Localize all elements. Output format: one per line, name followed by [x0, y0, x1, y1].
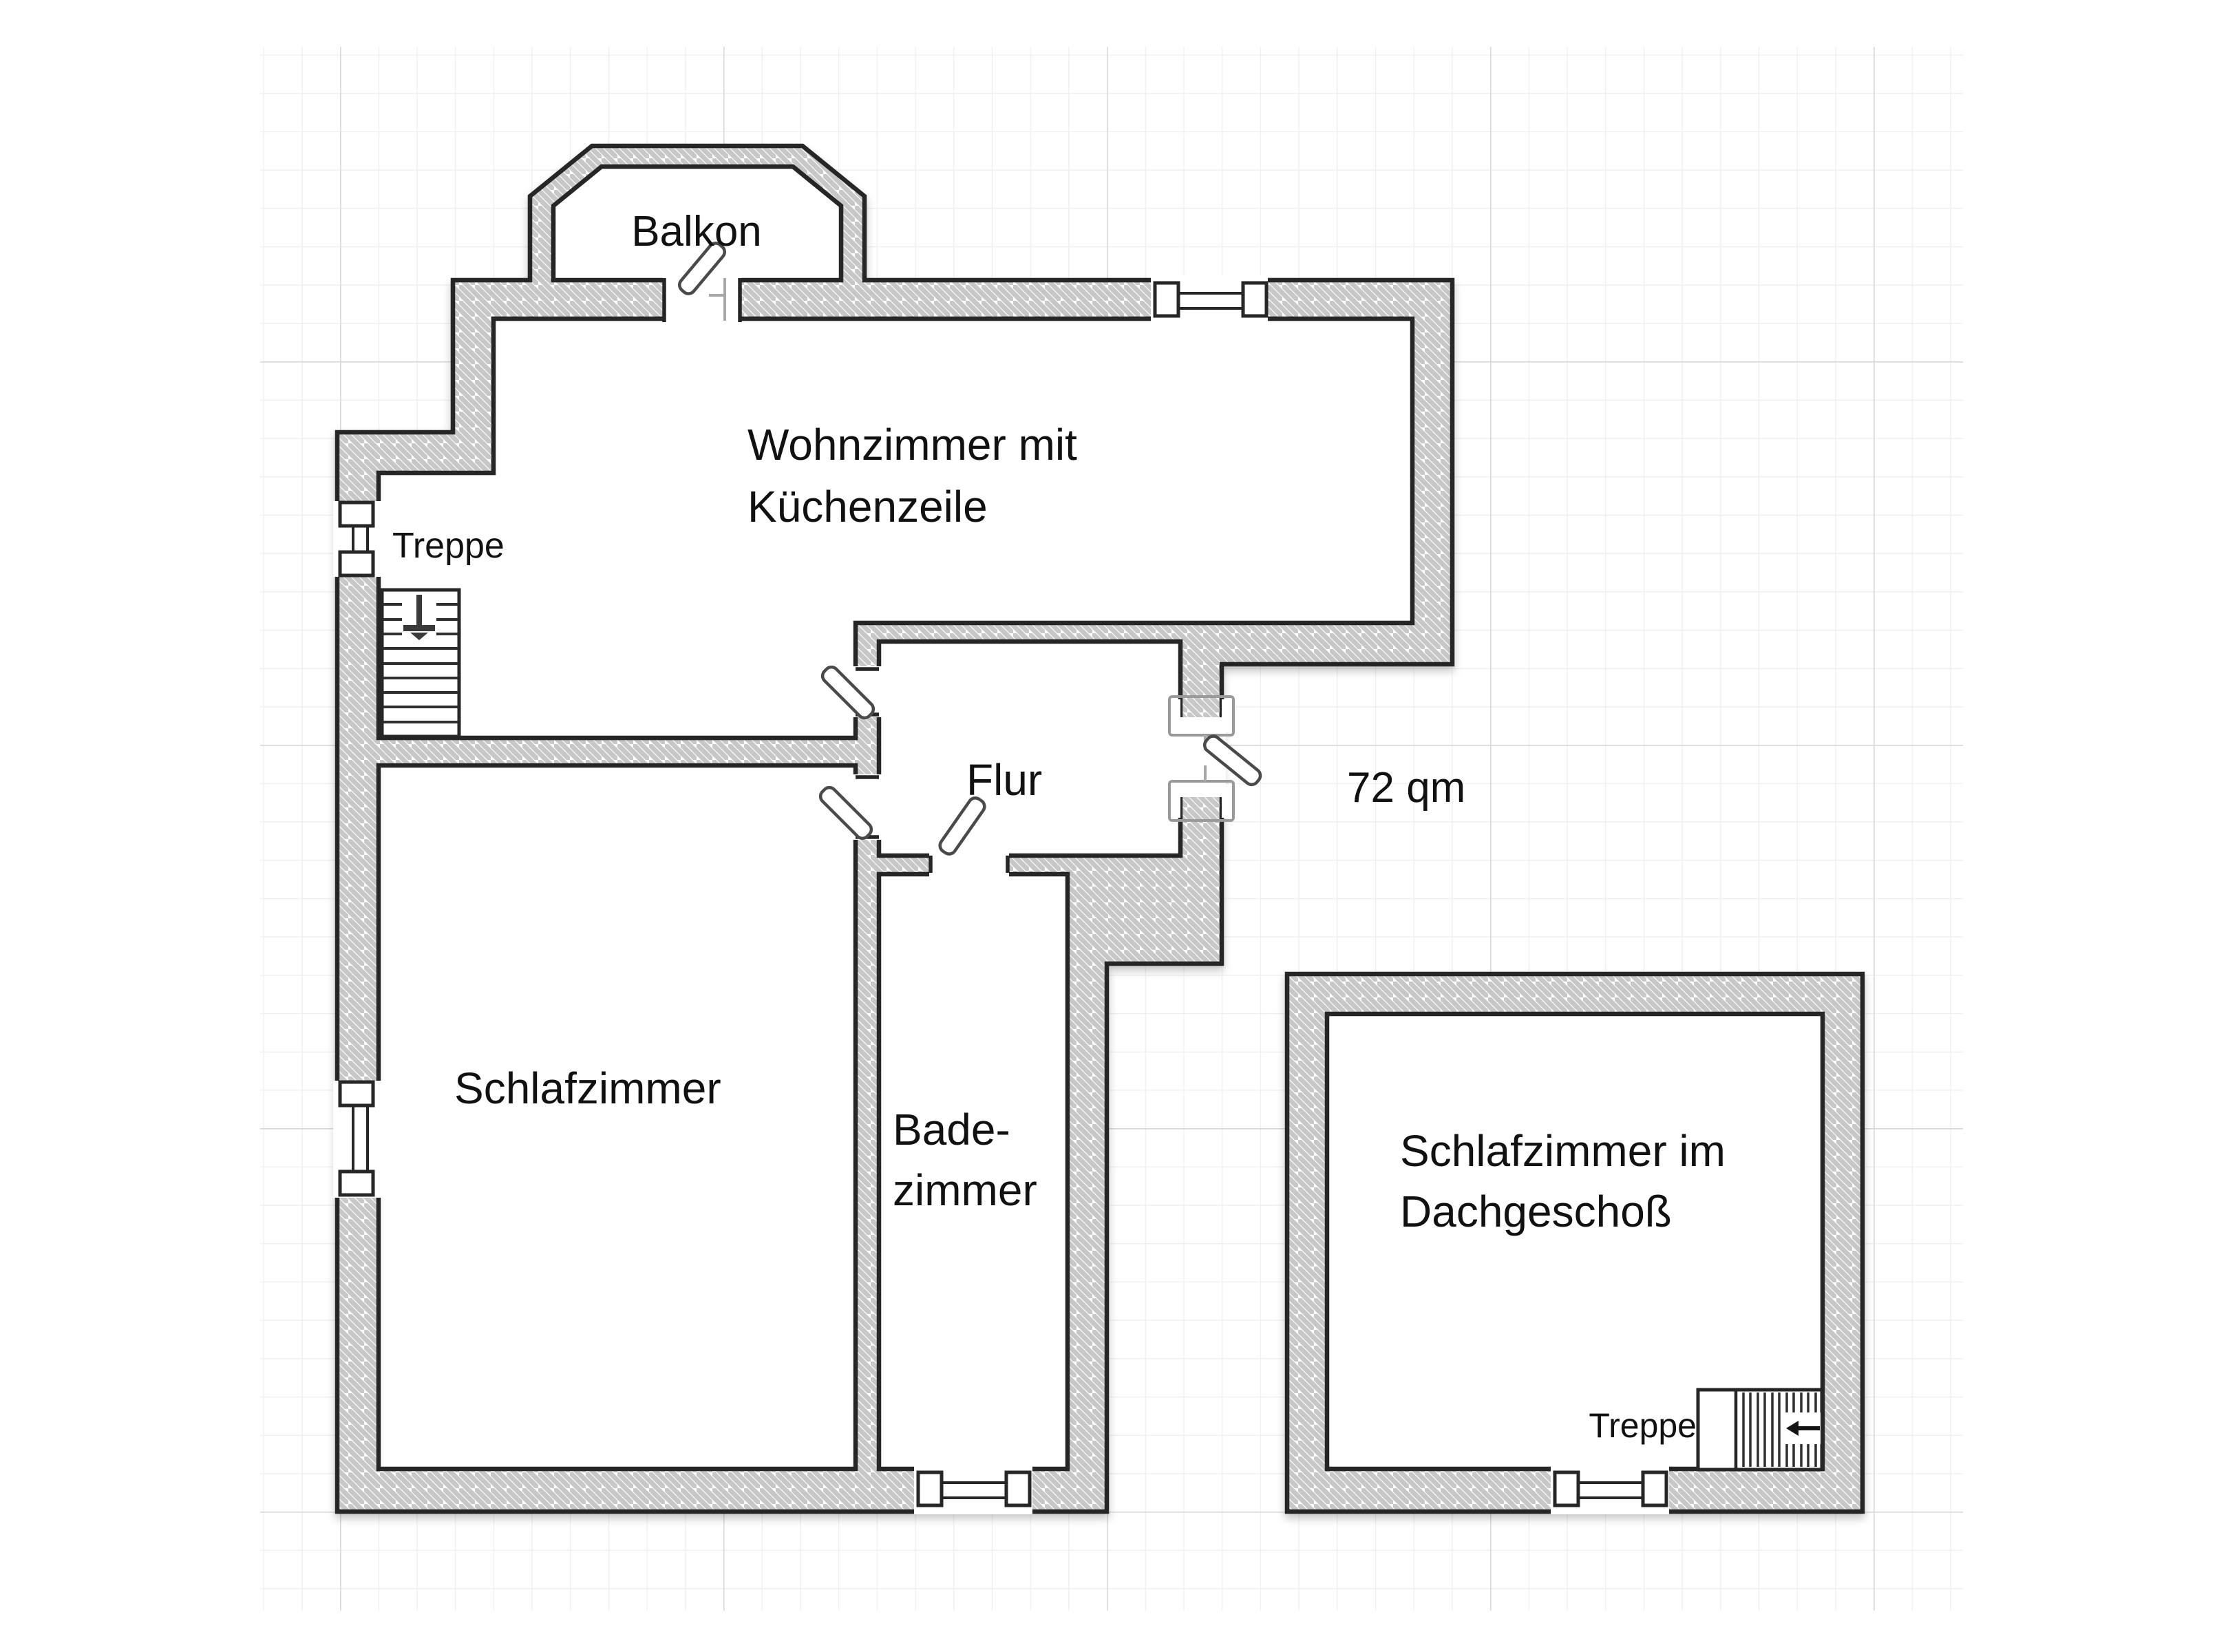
- room-schlafzimmer: [379, 765, 856, 1469]
- room-label-flur: Flur: [966, 755, 1043, 805]
- stairs-icon-right: [1698, 1390, 1822, 1470]
- room-label-dachgeschoss-line2: Dachgeschoß: [1400, 1187, 1672, 1236]
- room-label-badezimmer-line2: zimmer: [893, 1165, 1037, 1215]
- room-label-wohnzimmer-line1: Wohnzimmer mit: [747, 420, 1077, 469]
- room-label-schlafzimmer: Schlafzimmer: [454, 1063, 721, 1113]
- label-treppe-left: Treppe: [392, 526, 505, 566]
- stairs-icon-left: [382, 590, 459, 737]
- label-area: 72 qm: [1347, 764, 1466, 812]
- room-label-dachgeschoss-line1: Schlafzimmer im: [1400, 1126, 1726, 1176]
- room-label-balkon: Balkon: [631, 208, 762, 255]
- room-flur: [879, 642, 1180, 856]
- room-label-wohnzimmer-line2: Küchenzeile: [747, 482, 988, 531]
- label-treppe-right: Treppe: [1589, 1406, 1697, 1445]
- room-label-badezimmer-line1: Bade-: [893, 1105, 1010, 1154]
